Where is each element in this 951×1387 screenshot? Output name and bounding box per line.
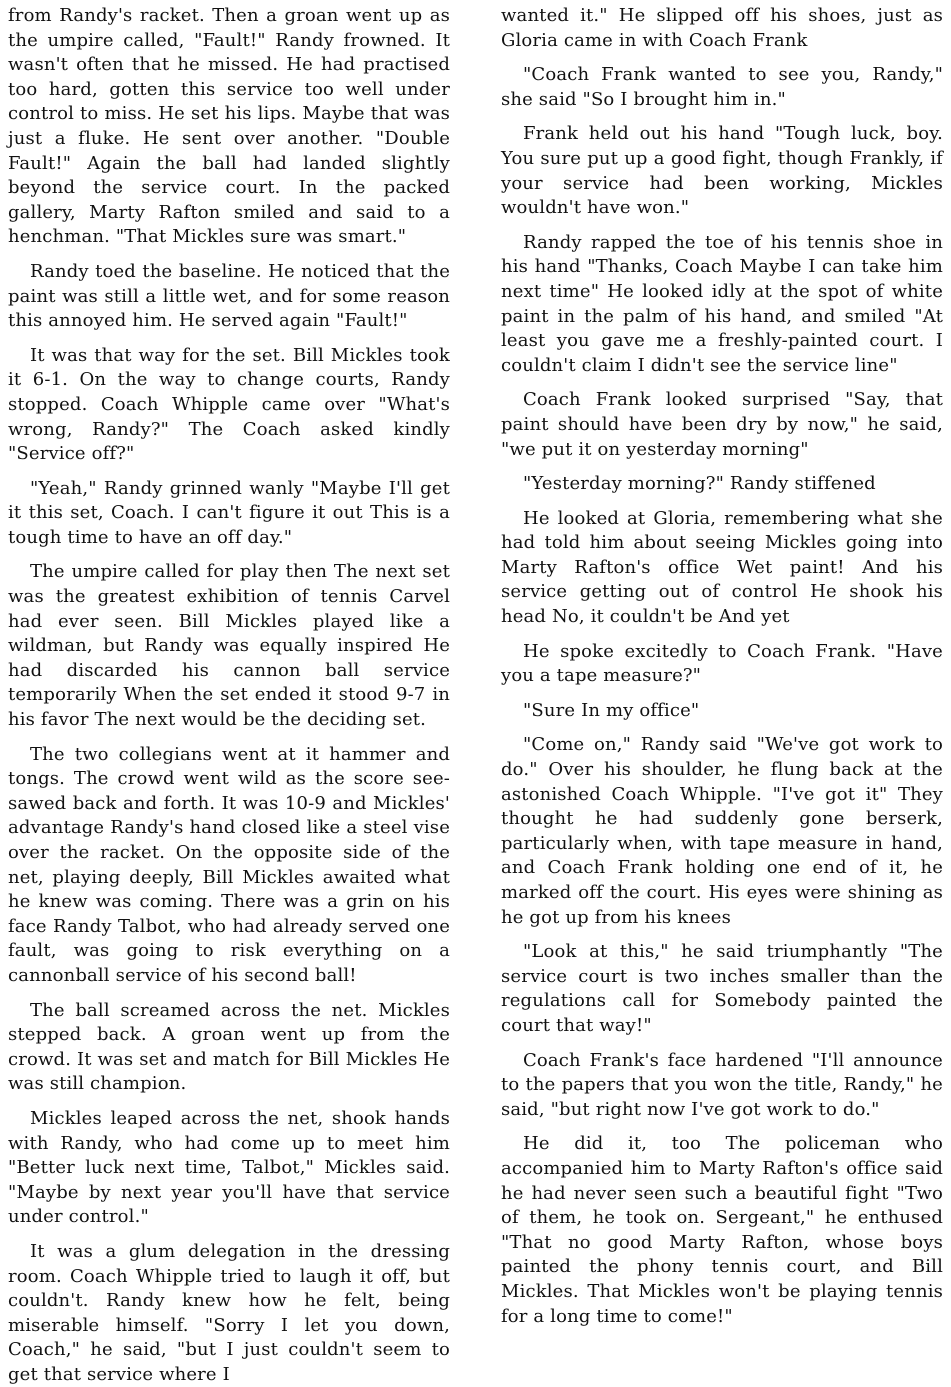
paragraph: The two collegians went at it hammer and tongs. The crowd went wild as the score see-sawed back and forth. It was 10-9 and Mickles' advantage Randy's hand closed like a steel vise over the racket. On the opposite side of the net, playing deeply, Bill Mickles awaited what he knew was coming. There was a grin on his face Randy Talbot, who had already served one fault, was going to risk everything on a cannonball service of his second ball! [8,743,450,986]
paragraph: "Sure In my office" [523,699,700,721]
paragraph: He did it, too The policeman who accompanied him to Marty Rafton's office said he had never seen such a beautiful fight "Two of them, he took on. Sergeant," he enthused "That no good Marty Rafton, whose boys painted the phony tennis court, and Bill Mickles. That Mickles won't be playing tennis for a long time to come!" [501,1133,943,1327]
paragraph: Coach Frank looked surprised "Say, that paint should have been dry by now," he said, "we put it on yesterday morning" [501,389,943,460]
paragraph: Frank held out his hand "Tough luck, boy. You sure put up a good fight, though Frankly, if your service had been working, Mickles wouldn't have won." [501,123,943,219]
paragraph: wanted it." He slipped off his shoes, just as Gloria came in with Coach Frank [501,5,943,51]
paragraph: He spoke excitedly to Coach Frank. "Have you a tape measure?" [501,640,943,687]
paragraph: Coach Frank's face hardened "I'll announce to the papers that you won the title, Randy," he said, "but right now I've got work to do." [501,1049,943,1120]
paragraph: He looked at Gloria, remembering what she had told him about seeing Mickles going into Marty Rafton's office Wet paint! And his service getting out of control He shook his head No, it couldn't be And yet [501,507,943,628]
paragraph: "Yeah," Randy grinned wanly "Maybe I'll get it this set, Coach. I can't figure it out This is a tough time to have an off day." [8,477,450,548]
paragraph: It was a glum delegation in the dressing room. Coach Whipple tried to laugh it off, but couldn't. Randy knew how he felt, being miserable himself. "Sorry I let you down, Coach," he said, "but I just couldn't seem to get that service where I [8,1240,450,1385]
paragraph: Randy toed the baseline. He noticed that the paint was still a little wet, and for some reason this annoyed him. He served again "Fault!" [8,260,450,332]
right-column [501,4,943,1327]
paragraph: It was that way for the set. Bill Mickles took it 6-1. On the way to change courts, Randy stopped. Coach Whipple came over "What's wrong, Randy?" The Coach asked kindly "Service off?" [8,344,450,465]
left-column [8,4,450,1385]
paragraph: Mickles leaped across the net, shook hands with Randy, who had come up to meet him "Better luck next time, Talbot," Mickles said. "Maybe by next year you'll have that service under control." [8,1107,450,1228]
paragraph: "Coach Frank wanted to see you, Randy," she said "So I brought him in." [501,64,943,110]
paragraph: The ball screamed across the net. Mickles stepped back. A groan went up from the crowd. It was set and match for Bill Mickles He was still champion. [8,999,450,1095]
paragraph: from Randy's racket. Then a groan went up as the umpire called, "Fault!" Randy frowned. It wasn't often that he missed. He had practised too hard, gotten this service too well under control to miss. He set his lips. Maybe that was just a fluke. He sent over another. "Double Fault!" Again the ball had landed slightly beyond the service court. In the packed gallery, Marty Rafton smiled and said to a henchman. "That Mickles sure was smart." [8,5,450,248]
paragraph: "Yesterday morning?" Randy stiffened [523,473,876,495]
paragraph: The umpire called for play then The next set was the greatest exhibition of tennis Carvel had ever seen. Bill Mickles played like a wildman, but Randy was equally inspired He had discarded his cannon ball service temporarily When the set ended it stood 9-7 in his favor The next would be the deciding set. [8,561,450,731]
paragraph: "Look at this," he said triumphantly "The service court is two inches smaller than the regulations call for Somebody painted the court that way!" [501,941,943,1036]
paragraph: "Come on," Randy said "We've got work to do." Over his shoulder, he flung back at the astonished Coach Whipple. "I've got it" They thought he had suddenly gone berserk, particularly when, with tape measure in hand, and Coach Frank holding one end of it, he marked off the court. His eyes were shining as he got up from his knees [501,734,943,928]
paragraph: Randy rapped the toe of his tennis shoe in his hand "Thanks, Coach Maybe I can take him next time" He looked idly at the spot of white paint in the palm of his hand, and smiled "At least you gave me a freshly-painted court. I couldn't claim I didn't see the service line" [501,231,943,376]
